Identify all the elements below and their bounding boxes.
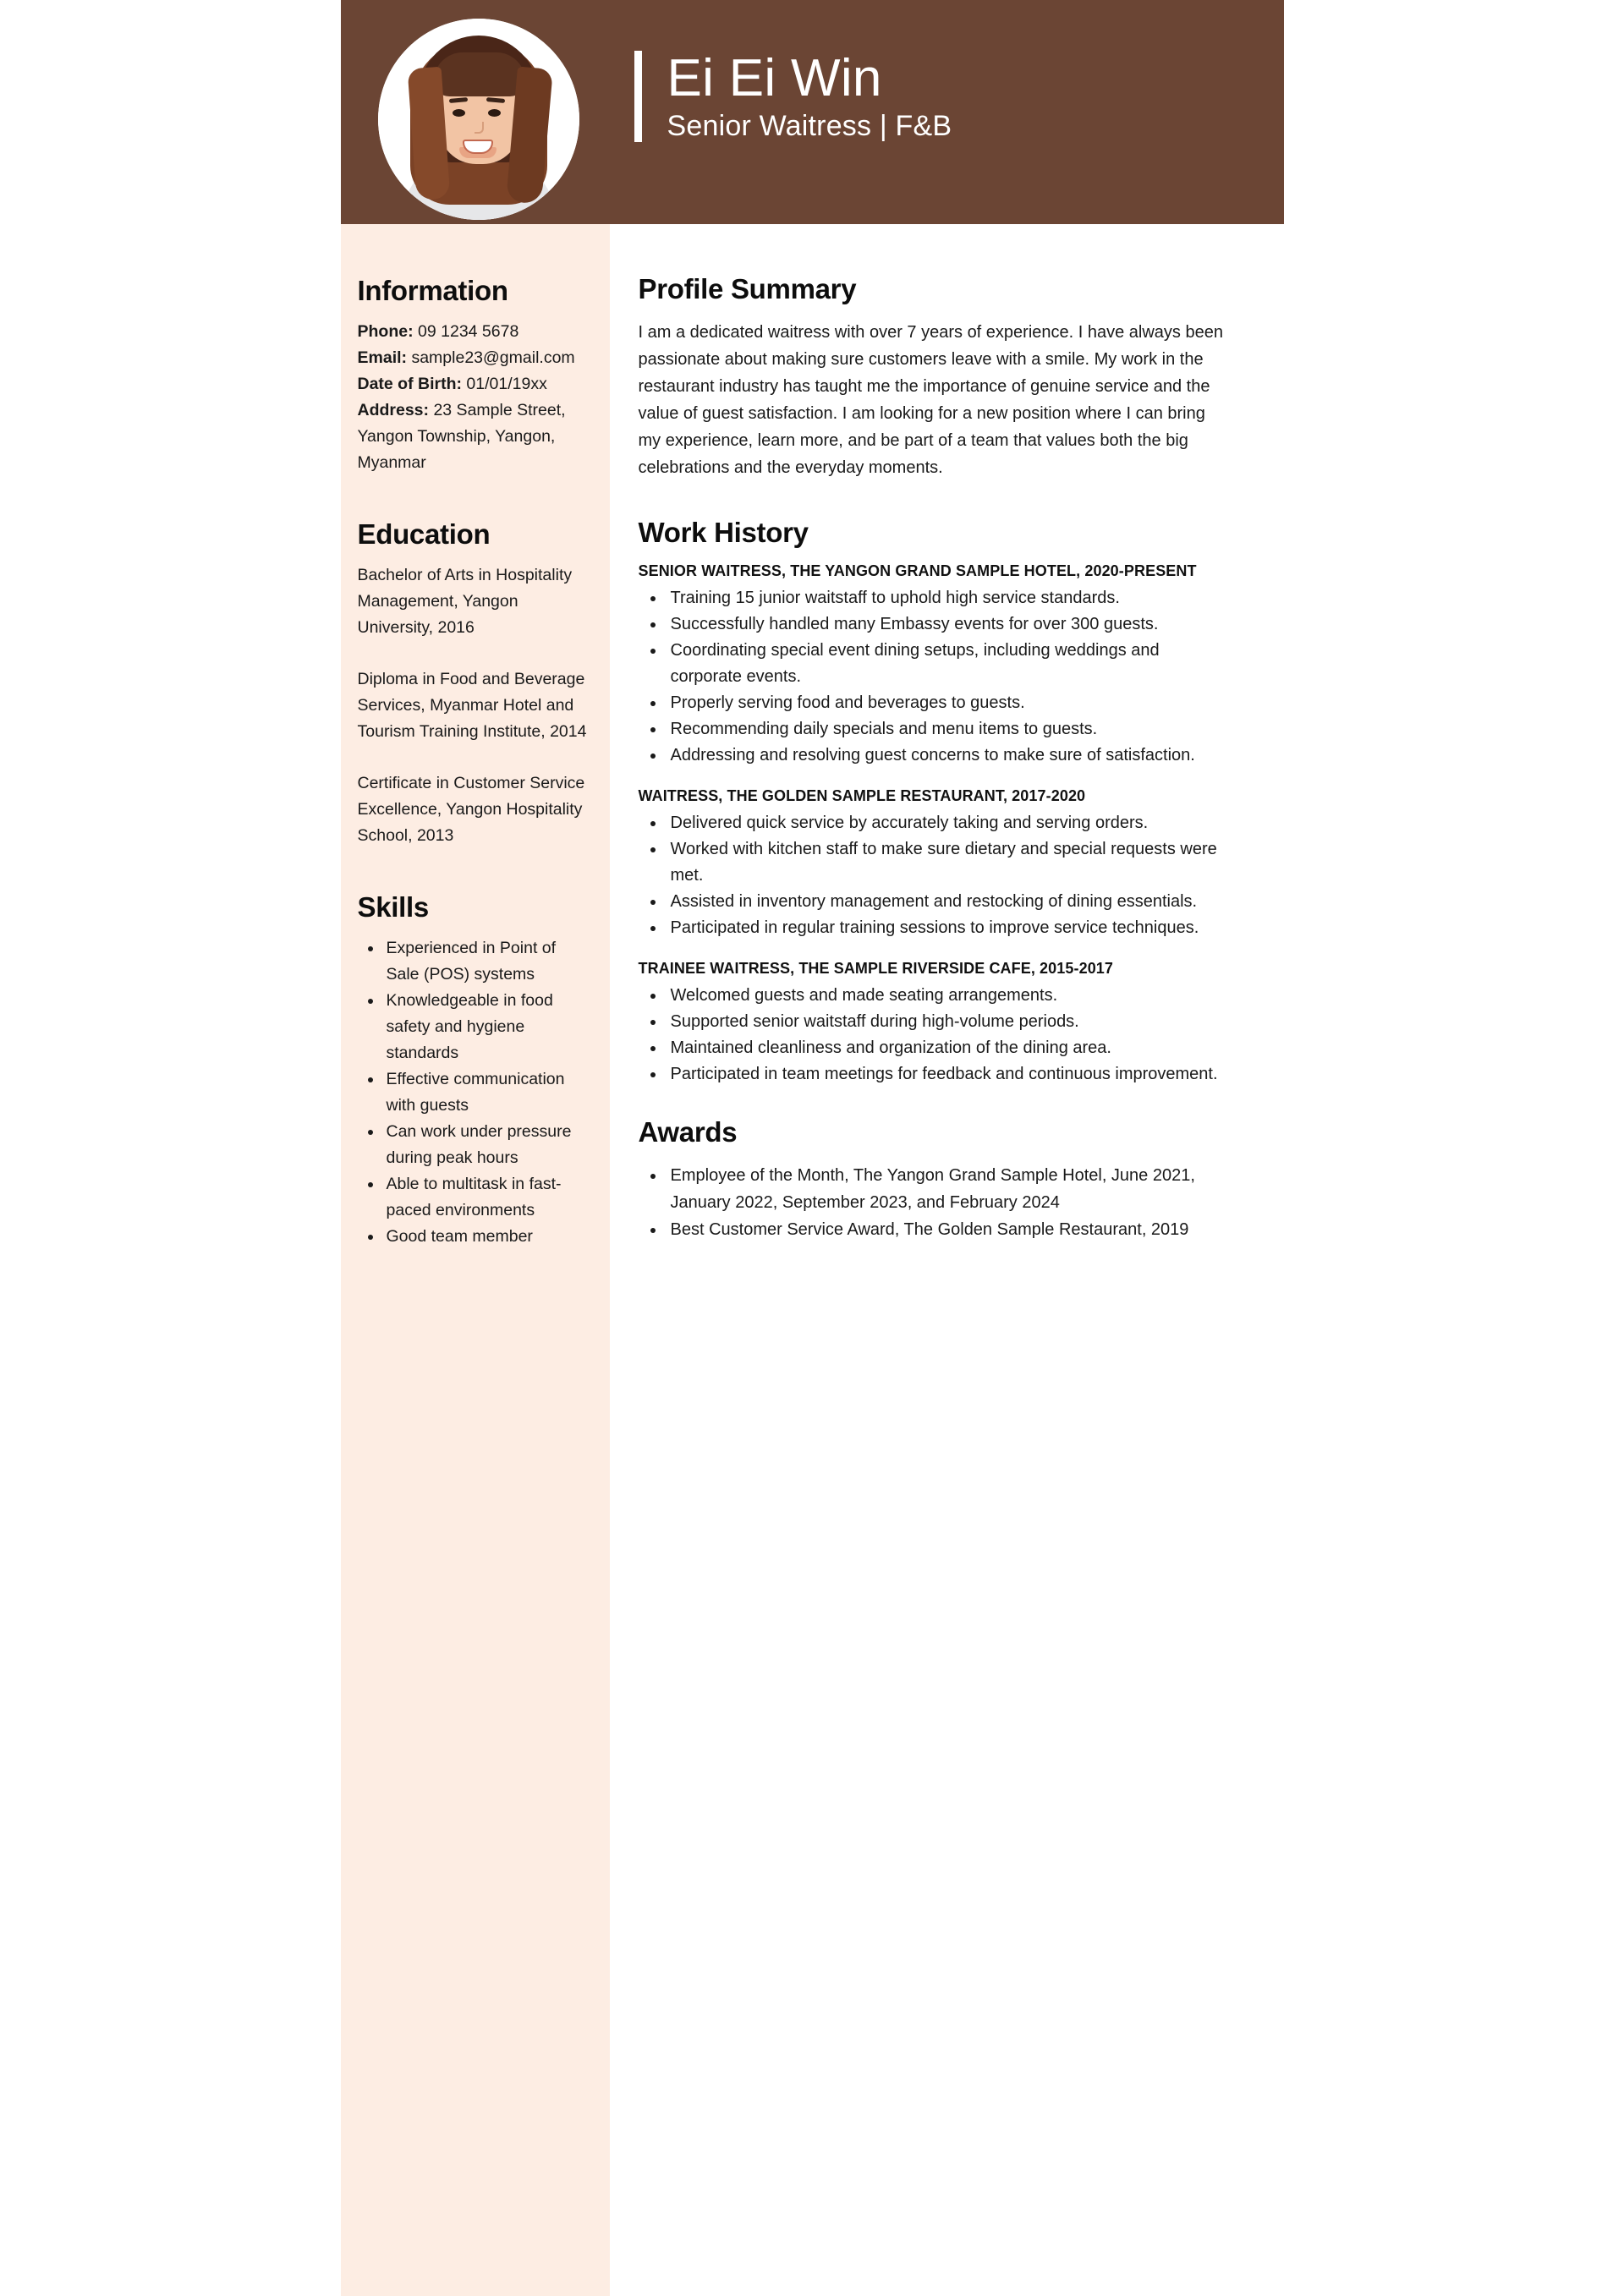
resume-page [341, 0, 1284, 2296]
info-email-label: Email: [357, 348, 408, 367]
info-phone-value: 09 1234 5678 [418, 322, 519, 341]
sidebar [341, 224, 610, 2296]
information-heading: Information [357, 275, 508, 306]
list-item: • Supported senior waitstaff during high-volume periods. [666, 1009, 1225, 1035]
info-dob [358, 371, 593, 397]
vertical-rule-divider [634, 51, 642, 142]
info-email-value: sample23@gmail.com [411, 348, 575, 367]
job-title: SENIOR WAITRESS, THE YANGON GRAND SAMPLE HOTEL, 2020-PRESENT [638, 562, 1197, 579]
list-item: • Able to multitask in fast-paced environments [383, 1171, 593, 1224]
info-phone [358, 319, 593, 345]
profile-summary-text: I am a dedicated waitress with over 7 years of experience. I have always been passionate about making sure customers leave with a smile. My work in the restaurant industry has taught me the importance of genuine service and the value of guest satisfaction. I am looking for a new position where I can bring my experience, learn more, and be part of a team that values both the big celebrations and the everyday moments. [638, 323, 1223, 477]
list-item: • Training 15 junior waitstaff to uphold high service standards. [666, 585, 1225, 611]
info-address [358, 397, 593, 476]
list-item: • Good team member [383, 1224, 593, 1250]
list-item: • Employee of the Month, The Yangon Grand Sample Hotel, June 2021, January 2022, September 2023, and February 2024 [666, 1162, 1225, 1216]
work-history-heading: Work History [638, 517, 809, 548]
skills-list [358, 935, 593, 1250]
info-address-value: 23 Sample Street, Yangon Township, Yangon, Myanmar [357, 401, 566, 472]
education-item: Bachelor of Arts in Hospitality Management, Yangon University, 2016 [357, 566, 573, 637]
profile-summary-heading: Profile Summary [638, 273, 857, 304]
list-item: • Recommending daily specials and menu items to guests. [666, 716, 1225, 743]
job-bullet-list [639, 810, 1225, 941]
work-history-entry [639, 787, 1225, 941]
list-item: • Effective communication with guests [383, 1066, 593, 1119]
list-item: • Delivered quick service by accurately taking and serving orders. [666, 810, 1225, 836]
list-item: • Addressing and resolving guest concerns to make sure of satisfaction. [666, 743, 1225, 769]
list-item: • Knowledgeable in food safety and hygiene standards [383, 988, 593, 1066]
list-item: • Properly serving food and beverages to guests. [666, 690, 1225, 716]
info-dob-label: Date of Birth: [357, 375, 462, 393]
list-item: • Best Customer Service Award, The Golden Sample Restaurant, 2019 [666, 1216, 1225, 1243]
list-item: • Experienced in Point of Sale (POS) systems [383, 935, 593, 988]
list-item: • Welcomed guests and made seating arrangements. [666, 983, 1225, 1009]
list-item: • Maintained cleanliness and organization of the dining area. [666, 1035, 1225, 1061]
resume-header [341, 0, 1284, 224]
list-item: • Successfully handled many Embassy events for over 300 guests. [666, 611, 1225, 638]
list-item: • Assisted in inventory management and restocking of dining essentials. [666, 889, 1225, 915]
candidate-name: Ei Ei Win [667, 49, 882, 107]
job-title: WAITRESS, THE GOLDEN SAMPLE RESTAURANT, 2017-2020 [638, 787, 1086, 804]
education-heading: Education [357, 518, 491, 550]
awards-heading: Awards [638, 1116, 738, 1148]
list-item: • Participated in team meetings for feedback and continuous improvement. [666, 1061, 1225, 1088]
main-content [610, 224, 1284, 1277]
job-bullet-list [639, 585, 1225, 769]
job-title: TRAINEE WAITRESS, THE SAMPLE RIVERSIDE CAFE, 2015-2017 [638, 960, 1114, 977]
education-item: Certificate in Customer Service Excellence, Yangon Hospitality School, 2013 [357, 774, 585, 845]
list-item: • Participated in regular training sessions to improve service techniques. [666, 915, 1225, 941]
work-history-entry [639, 562, 1225, 769]
info-email [358, 345, 593, 371]
list-item: • Coordinating special event dining setups, including weddings and corporate events. [666, 638, 1225, 690]
info-dob-value: 01/01/19xx [466, 375, 547, 393]
list-item: • Can work under pressure during peak hours [383, 1119, 593, 1171]
info-address-label: Address: [357, 401, 430, 419]
education-item: Diploma in Food and Beverage Services, Myanmar Hotel and Tourism Training Institute, 2014 [357, 670, 587, 741]
header-text-block [634, 51, 952, 142]
job-bullet-list [639, 983, 1225, 1088]
info-phone-label: Phone: [357, 322, 414, 341]
candidate-role: Senior Waitress | F&B [667, 110, 952, 143]
skills-heading: Skills [357, 891, 429, 923]
awards-list [639, 1162, 1225, 1243]
work-history-entry [639, 960, 1225, 1088]
avatar [378, 19, 579, 220]
portrait-photo [378, 19, 579, 220]
list-item: • Worked with kitchen staff to make sure dietary and special requests were met. [666, 836, 1225, 889]
